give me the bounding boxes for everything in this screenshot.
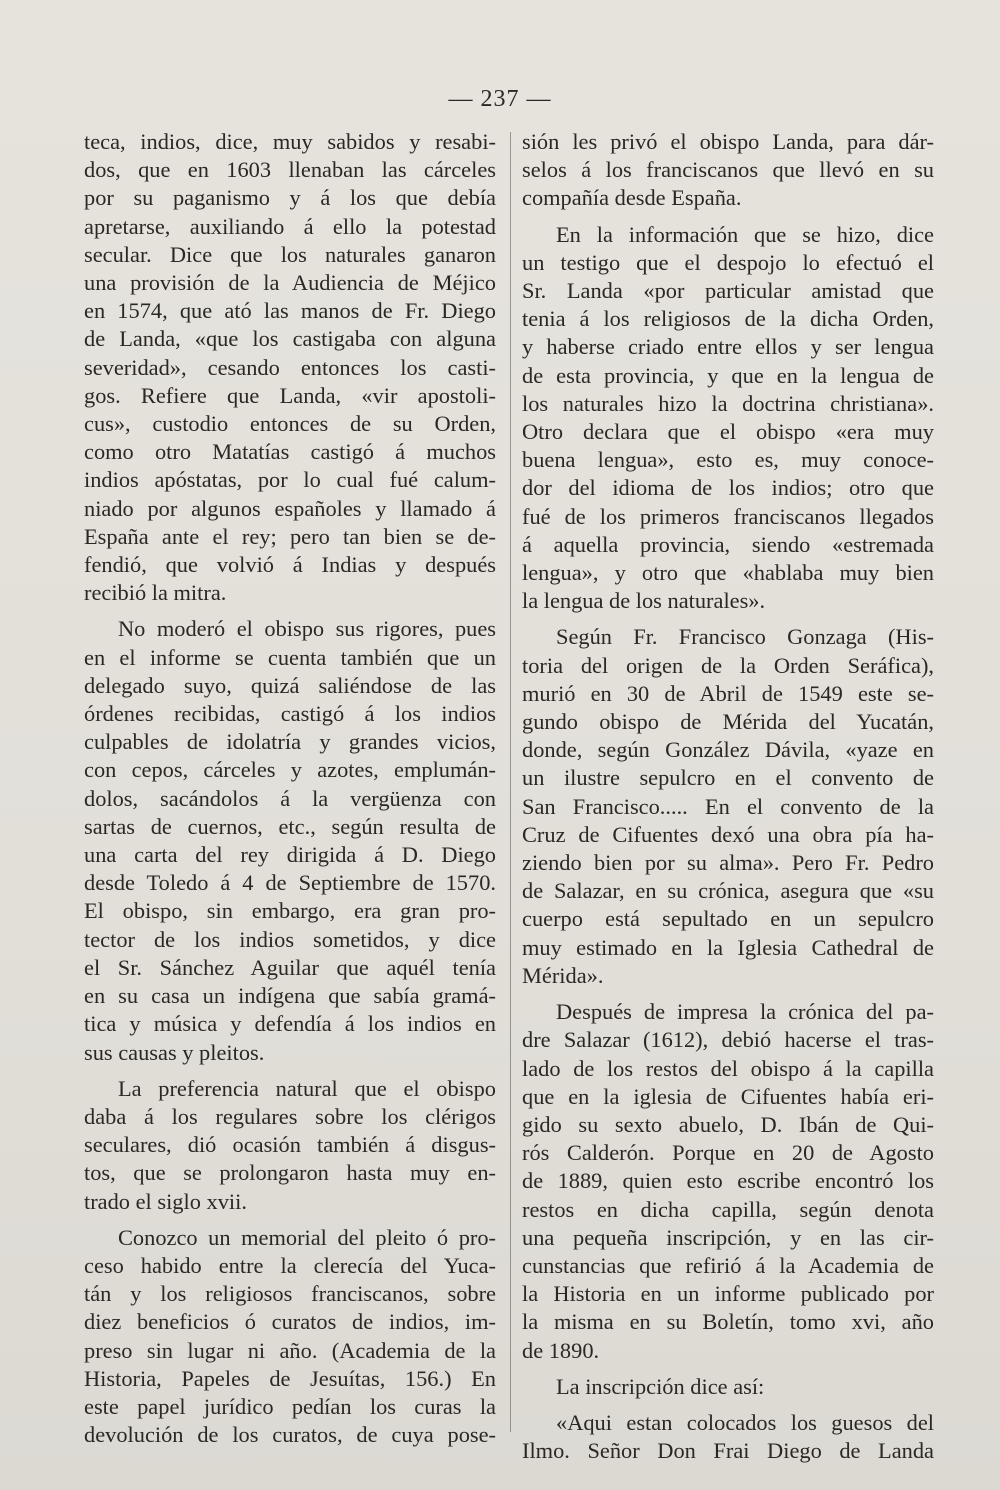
left-text-column <box>84 128 496 1457</box>
text-line: el Sr. Sánchez Aguilar que aquél tenía <box>84 954 496 980</box>
text-line: trado el siglo xvii. <box>84 1188 247 1214</box>
text-line: compañía desde España. <box>522 185 742 211</box>
paragraph <box>522 998 934 1365</box>
text-line: donde, según González Dávila, «yaze en <box>522 737 934 763</box>
text-line: con cepos, cárceles y azotes, emplumán- <box>84 757 496 783</box>
text-line: indios apóstatas, por lo cual fué calum- <box>84 467 496 493</box>
text-line: diez beneficios ó curatos de indios, im- <box>84 1309 496 1335</box>
right-text-column <box>522 128 934 1473</box>
text-line: toria del origen de la Orden Seráfica), <box>522 652 934 678</box>
text-line: cuerpo está sepultado en un sepulcro <box>522 906 934 932</box>
column-divider <box>510 132 511 1432</box>
text-line: tenia á los religiosos de la dicha Orden, <box>522 306 934 332</box>
text-line: la misma en su Boletín, tomo xvi, año <box>522 1309 934 1335</box>
text-line: El obispo, sin embargo, era gran pro- <box>84 898 496 924</box>
text-line: en 1574, que ató las manos de Fr. Diego <box>84 298 496 324</box>
text-line: devolución de los curatos, de cuya pose- <box>84 1422 496 1448</box>
text-line: la Historia en un informe publicado por <box>522 1281 934 1307</box>
paragraph <box>522 1373 934 1401</box>
paragraph <box>522 1409 934 1465</box>
text-line: buena lengua», esto es, muy conoce- <box>522 447 934 473</box>
text-line: los naturales hizo la doctrina christiana». <box>522 390 934 416</box>
text-line: este papel jurídico pedían los curas la <box>84 1393 496 1419</box>
text-line: No moderó el obispo sus rigores, pues <box>118 616 496 642</box>
text-line: de Salazar, en su crónica, asegura que «su <box>522 878 934 904</box>
text-line: En la información que se hizo, dice <box>556 221 934 247</box>
text-line: restos en dicha capilla, según denota <box>522 1196 934 1222</box>
text-line: como otro Matatías castigó á muchos <box>84 439 496 465</box>
text-line: daba á los regulares sobre los clérigos <box>84 1103 496 1129</box>
text-line: gos. Refiere que Landa, «vir apostoli- <box>84 382 496 408</box>
text-line: apretarse, auxiliando á ello la potestad <box>84 213 496 239</box>
text-line: lado de los restos del obispo á la capilla <box>522 1055 934 1081</box>
text-line: la lengua de los naturales». <box>522 588 766 614</box>
paragraph <box>84 615 496 1066</box>
page-number: — 237 — <box>448 86 552 112</box>
text-line: teca, indios, dice, muy sabidos y resabi- <box>84 129 496 154</box>
text-line: en el informe se cuenta también que un <box>84 644 496 670</box>
text-line: severidad», cesando entonces los casti- <box>84 354 496 380</box>
text-line: desde Toledo á 4 de Septiembre de 1570. <box>84 870 496 896</box>
text-line: fendió, que volvió á Indias y después <box>84 552 496 578</box>
text-line: que en la iglesia de Cifuentes había eri- <box>522 1083 934 1109</box>
text-line: rós Calderón. Porque en 20 de Agosto <box>522 1140 934 1166</box>
text-line: Según Fr. Francisco Gonzaga (His- <box>556 624 934 650</box>
text-line: San Francisco..... En el convento de la <box>522 793 934 819</box>
paragraph <box>84 1075 496 1216</box>
text-line: Cruz de Cifuentes dexó una obra pía ha- <box>522 821 934 847</box>
text-line: dor del idioma de los indios; otro que <box>522 475 934 501</box>
paragraph <box>84 128 496 607</box>
text-line: lengua», y otro que «hablaba muy bien <box>522 560 934 586</box>
text-line: órdenes recibidas, castigó á los indios <box>84 701 496 727</box>
text-line: de Landa, «que los castigaba con alguna <box>84 326 496 352</box>
text-line: dre Salazar (1612), debió hacerse el tras- <box>522 1027 934 1053</box>
text-line: seculares, dió ocasión también á disgus- <box>84 1132 496 1158</box>
text-line: por su paganismo y á los que debía <box>84 185 496 211</box>
text-line: tector de los indios sometidos, y dice <box>84 926 496 952</box>
text-line: gundo obispo de Mérida del Yucatán, <box>522 709 934 735</box>
text-line: una pequeña inscripción, y en las cir- <box>522 1224 934 1250</box>
text-line: Conozco un memorial del pleito ó pro- <box>118 1224 496 1250</box>
text-line: dos, que en 1603 llenaban las cárceles <box>84 157 496 183</box>
text-line: recibió la mitra. <box>84 580 227 606</box>
text-line: selos á los franciscanos que llevó en su <box>522 157 934 183</box>
text-line: tos, que se prolongaron hasta muy en- <box>84 1160 496 1186</box>
text-line: Sr. Landa «por particular amistad que <box>522 278 934 304</box>
text-line: de 1889, quien esto escribe encontró los <box>522 1168 934 1194</box>
text-line: España ante el rey; pero tan bien se de- <box>84 523 496 549</box>
text-line: «Aqui estan colocados los guesos del <box>556 1409 934 1435</box>
text-line: murió en 30 de Abril de 1549 este se- <box>522 680 934 706</box>
text-line: delegado suyo, quizá saliéndose de las <box>84 672 496 698</box>
text-line: Ilmo. Señor Don Frai Diego de Landa <box>522 1438 934 1464</box>
text-line: ceso habido entre la clerecía del Yuca- <box>84 1252 496 1278</box>
text-line: La preferencia natural que el obispo <box>118 1075 496 1101</box>
text-line: un testigo que el despojo lo efectuó el <box>522 249 934 275</box>
text-line: La inscripción dice así: <box>556 1373 765 1399</box>
text-line: preso sin lugar ni año. (Academia de la <box>84 1337 496 1363</box>
text-line: muy estimado en la Iglesia Cathedral de <box>522 934 934 960</box>
text-line: culpables de idolatría y grandes vicios, <box>84 729 496 755</box>
paragraph <box>522 128 934 213</box>
text-line: Después de impresa la crónica del pa- <box>556 999 934 1025</box>
text-line: fué de los primeros franciscanos llegados <box>522 503 934 529</box>
text-line: ziendo bien por su alma». Pero Fr. Pedro <box>522 850 934 876</box>
text-line: sartas de cuernos, etc., según resulta de <box>84 813 496 839</box>
text-line: Mérida». <box>522 962 604 988</box>
text-line: Otro declara que el obispo «era muy <box>522 419 934 445</box>
text-line: dolos, sacándolos á la vergüenza con <box>84 785 496 811</box>
text-line: de esta provincia, y que en la lengua de <box>522 362 934 388</box>
text-line: á aquella provincia, siendo «estremada <box>522 531 934 557</box>
text-line: un ilustre sepulcro en el convento de <box>522 765 934 791</box>
text-line: niado por algunos españoles y llamado á <box>84 495 496 521</box>
text-line: cunstancias que refirió á la Academia de <box>522 1252 934 1278</box>
text-line: Historia, Papeles de Jesuítas, 156.) En <box>84 1365 496 1391</box>
paragraph <box>522 221 934 616</box>
text-line: sión les privó el obispo Landa, para dár- <box>522 129 934 154</box>
text-line: una carta del rey dirigida á D. Diego <box>84 842 496 868</box>
paragraph <box>84 1224 496 1450</box>
text-line: tica y música y defendía á los indios en <box>84 1011 496 1037</box>
text-line: una provisión de la Audiencia de Méjico <box>84 270 496 296</box>
text-line: de 1890. <box>522 1337 600 1363</box>
text-line: secular. Dice que los naturales ganaron <box>84 241 496 267</box>
text-line: en su casa un indígena que sabía gramá- <box>84 983 496 1009</box>
paragraph <box>522 623 934 990</box>
text-line: gido su sexto abuelo, D. Ibán de Qui- <box>522 1111 934 1137</box>
text-line: sus causas y pleitos. <box>84 1039 265 1065</box>
text-line: y haberse criado entre ellos y ser lengua <box>522 334 934 360</box>
text-line: cus», custodio entonces de su Orden, <box>84 411 496 437</box>
text-line: tán y los religiosos franciscanos, sobre <box>84 1281 496 1307</box>
